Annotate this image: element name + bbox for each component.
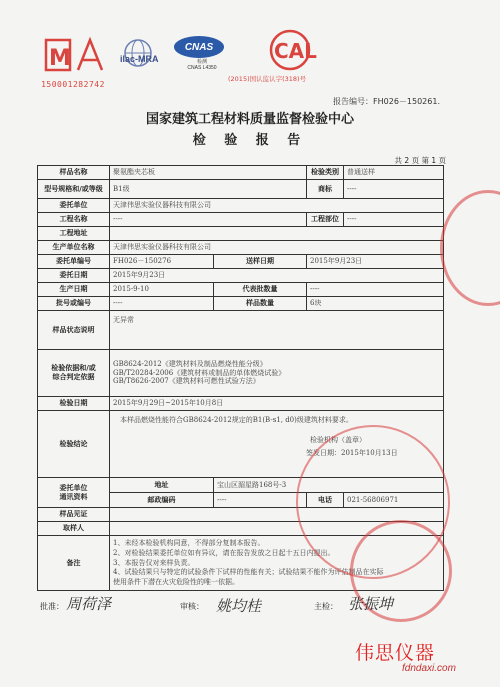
basis-label-line1: 检验依据和/或 bbox=[51, 364, 96, 373]
page-seam-seal bbox=[440, 190, 500, 306]
sample-state-value: 无异常 bbox=[110, 311, 444, 350]
model-grade-label: 型号规格和/或等级 bbox=[38, 180, 110, 199]
cnas-logo bbox=[174, 36, 230, 71]
project-name-value: ---- bbox=[110, 213, 307, 227]
remarks-label: 备注 bbox=[38, 536, 110, 591]
remark-line: 4、试验结果只与特定的试验条件下试样的性能有关；试验结果不能作为评估制品在实际 bbox=[113, 568, 384, 577]
table-row bbox=[38, 166, 444, 180]
client-contact-line2: 通讯资料 bbox=[59, 492, 88, 501]
page-info: 共 2 页 第 1 页 bbox=[394, 156, 446, 165]
test-signature: 张振坤 bbox=[348, 595, 394, 613]
table-row bbox=[38, 283, 444, 297]
cnas-sub2: CNAS L4350 bbox=[187, 65, 217, 71]
remark-line: 3、本报告仅对来样负责。 bbox=[113, 558, 195, 567]
postcode-value: ---- bbox=[214, 493, 307, 508]
test-label: 主检： bbox=[314, 602, 338, 611]
sample-state-label: 样品状态说明 bbox=[38, 311, 110, 350]
submit-date-value: 2015年9月23日 bbox=[307, 255, 444, 269]
cma-logo-graphic bbox=[40, 36, 106, 76]
witness-person-label: 取样人 bbox=[38, 522, 110, 536]
table-row bbox=[38, 180, 444, 199]
conclusion-org: 检验机构（盖章） bbox=[310, 436, 366, 444]
remark-line: 2、对检验结果委托单位如有异议，请在报告发放之日起十五日内提出。 bbox=[113, 548, 335, 557]
rep-qty-value: ---- bbox=[307, 283, 444, 297]
report-title: 检 验 报 告 bbox=[192, 133, 308, 148]
sample-qty-label: 样品数量 bbox=[214, 297, 307, 311]
cnas-sub1: 检测 bbox=[196, 59, 207, 65]
table-row bbox=[38, 241, 444, 255]
client-value: 天津伟思实验仪器科技有限公司 bbox=[110, 199, 444, 213]
remark-line: 1、未经本检验机构同意，不得部分复制本报告。 bbox=[113, 539, 265, 548]
manufacturer-value: 天津伟思实验仪器科技有限公司 bbox=[110, 241, 444, 255]
brand-watermark: 伟思仪器 bbox=[355, 642, 436, 664]
client-contact-label bbox=[38, 478, 110, 508]
ilac-mra-logo bbox=[116, 38, 176, 72]
batch-value: ---- bbox=[110, 297, 214, 311]
basis-line: GB/T20284-2006《建筑材料或制品的单体燃烧试验》 bbox=[113, 368, 286, 377]
trademark-label: 商标 bbox=[307, 180, 344, 199]
basis-label bbox=[38, 350, 110, 397]
test-date-label: 检验日期 bbox=[38, 397, 110, 411]
review-label: 审核： bbox=[180, 602, 204, 611]
table-row bbox=[38, 297, 444, 311]
sample-qty-value: 6块 bbox=[307, 297, 444, 311]
project-address-value bbox=[110, 227, 444, 241]
approve-signature: 周荷泽 bbox=[66, 595, 112, 613]
test-category-label: 检验类别 bbox=[307, 166, 344, 180]
cnas-oval: CNAS bbox=[174, 36, 224, 58]
conclusion-label: 检验结论 bbox=[38, 411, 110, 478]
client-no-label: 委托单编号 bbox=[38, 255, 110, 269]
client-contact-line1: 委托单位 bbox=[59, 483, 88, 492]
entrust-date-value: 2015年9月23日 bbox=[110, 269, 444, 283]
project-part-label: 工程部位 bbox=[307, 213, 344, 227]
cma-logo bbox=[40, 36, 106, 89]
phone-value: 021-56806971 bbox=[344, 493, 444, 508]
test-category-value: 普通送样 bbox=[344, 166, 444, 180]
basis-line: GB8624-2012《建筑材料及制品燃烧性能分级》 bbox=[113, 359, 267, 368]
postcode-label: 邮政编码 bbox=[110, 493, 214, 508]
basis-label-line2: 综合判定依据 bbox=[52, 373, 95, 381]
witness-unit-label: 样品见证 bbox=[38, 508, 110, 522]
client-no-value: FH026－150276 bbox=[110, 255, 214, 269]
manufacturer-label: 生产单位名称 bbox=[38, 241, 110, 255]
conclusion-date: 签发日期：2015年10月13日 bbox=[306, 449, 398, 457]
basis-value bbox=[110, 350, 444, 397]
ilac-text: ilac-MRA bbox=[120, 54, 159, 64]
table-row bbox=[38, 350, 444, 397]
cma-number: 150001282742 bbox=[41, 80, 105, 89]
cal-logo-graphic bbox=[260, 28, 320, 74]
entrust-date-label: 委托日期 bbox=[38, 269, 110, 283]
submit-date-label: 送样日期 bbox=[214, 255, 307, 269]
table-row bbox=[38, 227, 444, 241]
project-part-value: ---- bbox=[344, 213, 444, 227]
address-value: 宝山区湄星路168号-3 bbox=[214, 478, 444, 493]
report-number: 报告编号：FH026－150261. bbox=[333, 97, 440, 106]
model-grade-value: B1级 bbox=[110, 180, 307, 199]
sample-name-label: 样品名称 bbox=[38, 166, 110, 180]
project-address-label: 工程地址 bbox=[38, 227, 110, 241]
table-row bbox=[38, 269, 444, 283]
project-name-label: 工程名称 bbox=[38, 213, 110, 227]
table-row bbox=[38, 199, 444, 213]
cal-caption: (2015)国认监认字(318)号 bbox=[228, 75, 307, 83]
address-label: 地址 bbox=[110, 478, 214, 493]
sample-name-value: 聚氨酯夹芯板 bbox=[110, 166, 307, 180]
table-row bbox=[38, 213, 444, 227]
site-watermark: fdndaxi.com bbox=[402, 663, 456, 674]
svg-text:M: M bbox=[49, 46, 71, 71]
rep-qty-label: 代表批数量 bbox=[214, 283, 307, 297]
phone-label: 电话 bbox=[307, 493, 344, 508]
batch-label: 批号或编号 bbox=[38, 297, 110, 311]
test-date-value: 2015年9月29日~2015年10月8日 bbox=[110, 397, 444, 411]
production-date-value: 2015-9-10 bbox=[110, 283, 214, 297]
client-label: 委托单位 bbox=[38, 199, 110, 213]
conclusion-text: 本样品燃烧性能符合GB8624-2012规定的B1(B-s1, d0)级建筑材料要求。 bbox=[120, 416, 353, 424]
trademark-value: ---- bbox=[344, 180, 444, 199]
review-signature: 姚均桂 bbox=[216, 597, 262, 615]
inspection-seal bbox=[296, 425, 450, 579]
basis-line: GB/T8626-2007《建筑材料可燃性试验方法》 bbox=[113, 377, 260, 386]
remark-line: 使用条件下潜在火灾危险性的唯一依据。 bbox=[113, 578, 239, 587]
approve-label: 批准： bbox=[40, 602, 64, 611]
table-row bbox=[38, 255, 444, 269]
table-row bbox=[38, 311, 444, 350]
table-row bbox=[38, 397, 444, 411]
svg-text:CAL: CAL bbox=[274, 39, 317, 63]
center-name: 国家建筑工程材料质量监督检验中心 bbox=[145, 112, 354, 127]
production-date-label: 生产日期 bbox=[38, 283, 110, 297]
